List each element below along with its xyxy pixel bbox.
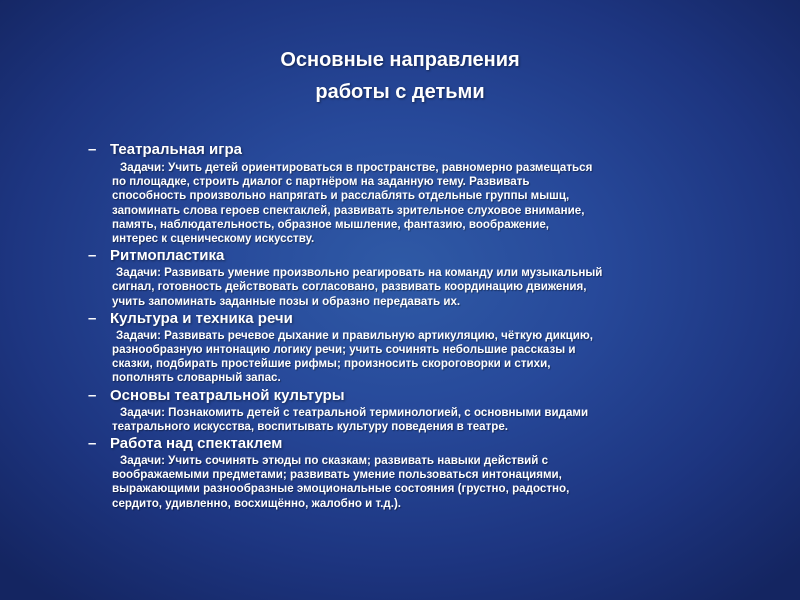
section-task-text <box>0 406 800 434</box>
section-rhythmoplasty <box>0 246 800 309</box>
section-heading: Основы театральной культуры <box>110 386 345 404</box>
title-line-2: работы с детьми <box>315 81 485 103</box>
task-line: по площадке, строить диалог с партнёром на заданную тему. Развивать <box>112 175 530 189</box>
bullet-dash: – <box>88 386 97 404</box>
task-line: разнообразную интонацию логику речи; учить сочинять небольшие рассказы и <box>112 343 576 357</box>
section-heading: Театральная игра <box>110 141 242 158</box>
task-line: сердито, удивленно, восхищённо, жалобно и т.д.). <box>112 496 402 510</box>
task-line: учить запоминать заданные позы и образно передавать их. <box>112 294 461 308</box>
section-theatre-culture-basics <box>0 386 800 434</box>
section-performance-work <box>0 434 800 511</box>
section-heading: Ритмопластика <box>110 247 225 265</box>
section-theatrical-game <box>0 140 800 246</box>
task-line: Задачи: Развивать умение произвольно реагировать на команду или музыкальный <box>116 266 603 280</box>
task-line: сказки, подбирать простейшие рифмы; произносить скороговорки и стихи, <box>112 357 551 371</box>
task-line: способность произвольно напрягать и расслаблять отдельные группы мышц, <box>112 189 570 203</box>
section-task-text <box>0 161 800 246</box>
slide-title <box>0 44 800 108</box>
bullet-dash: – <box>88 309 97 327</box>
task-line: Задачи: Учить детей ориентироваться в пространстве, равномерно размещаться <box>120 161 593 174</box>
task-line: воображаемыми предметами; развивать умение пользоваться интонациями, <box>112 468 562 482</box>
title-line-1: Основные направления <box>280 49 520 71</box>
task-line: память, наблюдательность, образное мышление, фантазию, воображение, <box>112 217 550 231</box>
task-line: интерес к сценическому искусству. <box>112 232 315 246</box>
task-line: театрального искусства, воспитывать культуру поведения в театре. <box>112 419 509 433</box>
section-speech-culture <box>0 309 800 386</box>
section-heading: Культура и техника речи <box>110 309 293 327</box>
task-line: запоминать слова героев спектаклей, развивать зрительное слуховое внимание, <box>112 203 585 217</box>
content-list <box>0 140 800 511</box>
bullet-dash: – <box>88 247 97 265</box>
section-task-text <box>0 329 800 386</box>
section-task-text <box>0 454 800 511</box>
task-line: Задачи: Развивать речевое дыхание и правильную артикуляцию, чёткую дикцию, <box>116 328 594 342</box>
task-line: выражающими разнообразные эмоциональные состояния (грустно, радостно, <box>112 482 570 496</box>
task-line: Задачи: Познакомить детей с театральной терминологией, с основными видами <box>120 405 589 419</box>
task-line: Задачи: Учить сочинять этюды по сказкам; развивать навыки действий с <box>120 454 549 468</box>
section-heading: Работа над спектаклем <box>110 435 283 453</box>
bullet-dash: – <box>88 141 97 158</box>
section-task-text <box>0 266 800 309</box>
task-line: пополнять словарный запас. <box>112 371 281 385</box>
bullet-dash: – <box>88 435 97 453</box>
task-line: сигнал, готовность действовать согласовано, развивать координацию движения, <box>112 280 587 294</box>
